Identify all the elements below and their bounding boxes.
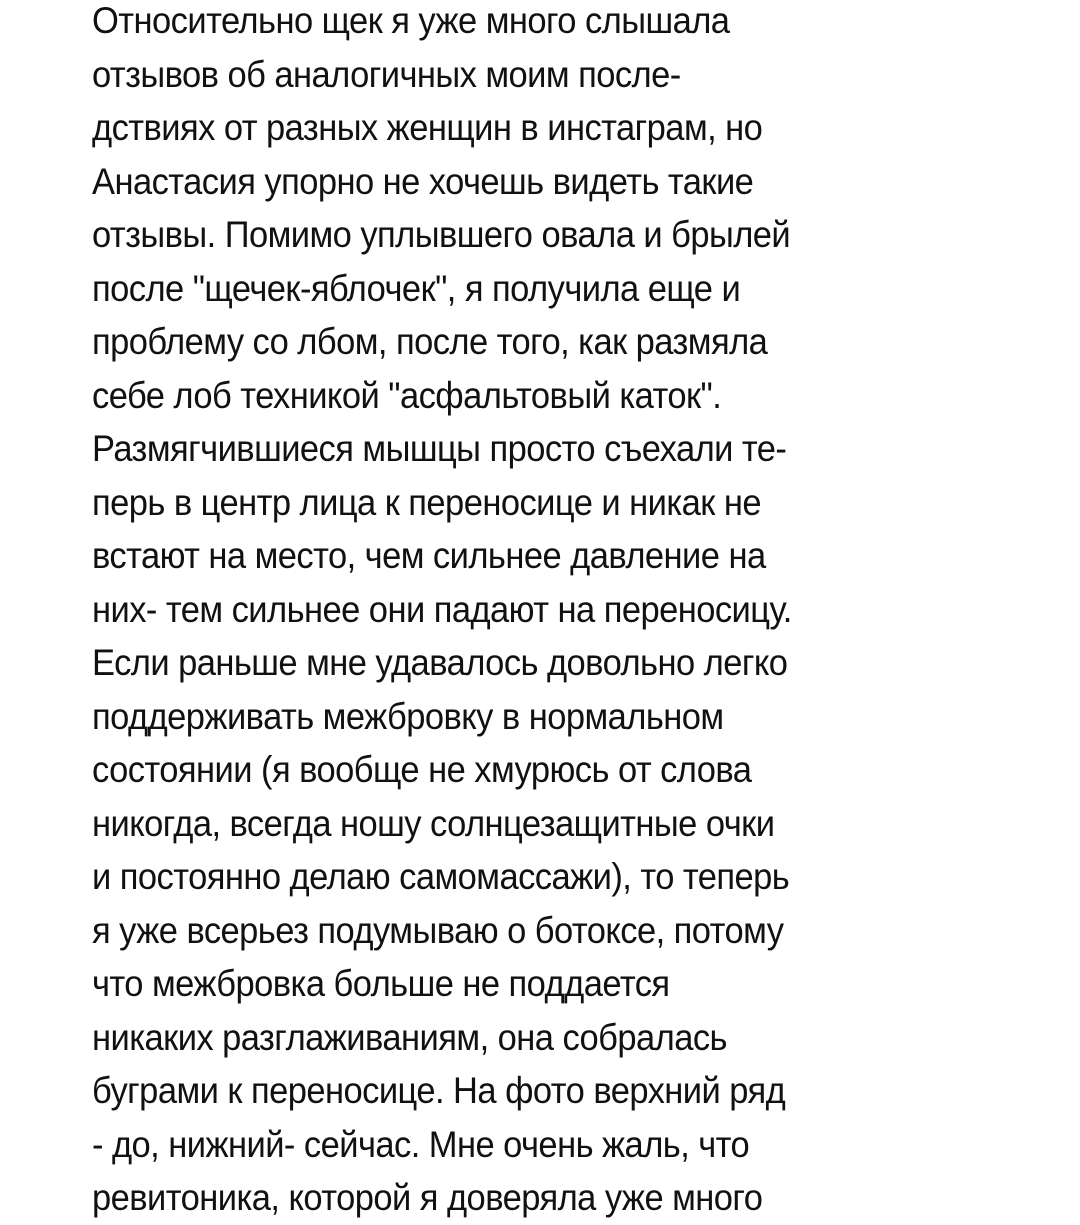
text-line: встают на место, чем сильнее давление на [92, 534, 766, 576]
text-line: отзывов об аналогичных моим после- [92, 52, 681, 95]
text-line: них- тем сильнее они падают на переносицу. [92, 587, 792, 630]
text-line: после "щечек-яблочек", я получила еще и [92, 266, 741, 309]
text-line: Размягчившиеся мышцы просто съехали те- [92, 427, 787, 469]
text-line: и постоянно делаю самомассажи), то теперь [92, 855, 790, 897]
text-line: никаких разглаживаниям, она собралась [92, 1015, 727, 1058]
comment-text [92, 0, 920, 1225]
text-line: ревитоника, которой я доверяла уже много [92, 1176, 763, 1218]
text-line: перь в центр лица к переносице и никак не [92, 480, 761, 523]
text-line: состоянии (я вообще не хмурюсь от слова [92, 748, 752, 790]
text-line: проблему со лбом, после того, как размяла [92, 320, 768, 362]
text-line: Относительно щек я уже много слышала [92, 0, 730, 41]
text-line: отзывы. Помимо уплывшего овала и брылей [92, 213, 791, 255]
text-line: Если раньше мне удавалось довольно легко [92, 641, 788, 683]
text-line: дствиях от разных женщин в инстаграм, но [92, 106, 763, 148]
text-line: буграми к переносице. На фото верхний ряд [92, 1069, 786, 1111]
text-line: - до, нижний- сейчас. Мне очень жаль, что [92, 1122, 750, 1165]
text-line: поддерживать межбровку в нормальном [92, 694, 724, 737]
text-line: никогда, всегда ношу солнцезащитные очки [92, 801, 775, 844]
text-line: Анастасия упорно не хочешь видеть такие [92, 159, 754, 202]
text-line: что межбровка больше не поддается [92, 962, 670, 1004]
text-line: себе лоб техникой "асфальтовый каток". [92, 373, 722, 416]
text-line: я уже всерьез подумываю о ботоксе, потому [92, 908, 784, 951]
